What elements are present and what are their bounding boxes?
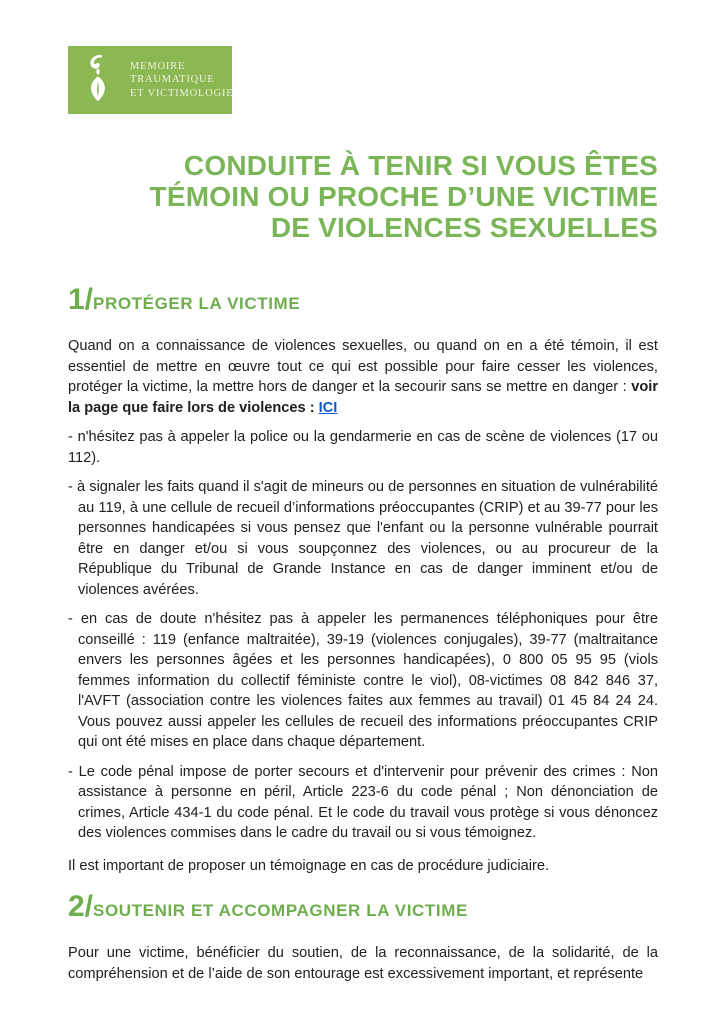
section-title-1: PROTÉGER LA VICTIME [93,294,301,313]
page-title [68,150,658,243]
support-paragraph: Pour une victime, bénéficier du soutien, de la reconnaissance, de la solidarité, de la compréhension et de l’aide de son entourage est excessivement important, et représente [68,945,658,982]
section-number-1: 1/ [68,283,94,316]
logo-line-2: TRAUMATIQUE [130,74,215,86]
title-line-1: CONDUITE À TENIR SI VOUS ÊTES [183,150,658,181]
logo-line-1: MEMOIRE [130,60,186,72]
section-number-2: 2/ [68,890,94,923]
intro-text: Quand on a connaissance de violences sexuelles, ou quand on en a été témoin, il est essentiel de mettre en œuvre tout ce qui est possible pour faire cesser les violences, protéger la victime, la mettre hors de danger et la secourir sans se mettre en danger : [68,338,658,395]
bullet-code-penal: - Le code pénal impose de porter secours et d'intervenir pour prévenir des crimes : Non assistance à personne en péril, Article 223-6 du code pénal ; Non dénonciation de crimes, Article 434-1 du code pénal. Et le code du travail vous protège si vous dénoncez des violences commises dans le cadre du travail ou si vous témoignez. [68,763,658,841]
section-heading-2 [68,890,658,928]
section-title-2: SOUTENIR ET ACCOMPAGNER LA VICTIME [93,901,468,920]
title-line-2: TÉMOIN OU PROCHE D’UNE VICTIME [149,181,658,212]
bullet-signaler-les-faits: - à signaler les faits quand il s'agit de mineurs ou de personnes en situation de vulnérabilité au 119, à une cellule de recueil d’informations préoccupantes (CRIP) et au 39-77 pour les personnes handicapées si vous pensez que l'enfant ou la personne vulnérable pourrait être en danger et/ou si vous soupçonnez des violences, ou au procureur de la République du Tribunal de Grande Instance en cas de danger imminent et/ou de violences avérées. [68,479,658,598]
bullet-permanences-telephoniques: - en cas de doute n'hésitez pas à appeler les permanences téléphoniques pour être conseillé : 119 (enfance maltraitée), 39-19 (violences conjugales), 39-77 (maltraitance envers les personnes âgées et les personnes handicapées), 0 800 05 95 95 (viols femmes information du collectif féministe contre le viol), 08-victimes 08 842 846 37, l'AVFT (association contre les violences faites aux femmes au travail) 01 45 84 24 24. Vous pouvez aussi appeler les cellules de recueil des informations préoccupantes CRIP qui ont été mises en place dans chaque département. [68,611,658,750]
logo [68,46,232,114]
title-line-3: DE VIOLENCES SEXUELLES [270,212,658,243]
bullet-police-gendarmerie: - n'hésitez pas à appeler la police ou la gendarmerie en cas de scène de violences (17 ou 112). [68,429,658,466]
figure-leaf-icon [86,53,110,108]
logo-line-3: ET VICTIMOLOGIE [130,87,234,99]
intro-paragraph [68,336,658,418]
logo-text [130,60,233,101]
intro-bold-text: voir la page que faire lors de violences : [68,379,658,416]
ici-link[interactable]: ICI [318,399,338,416]
closing-paragraph: Il est important de proposer un témoignage en cas de procédure judiciaire. [68,857,550,874]
section-heading-1 [68,283,658,321]
